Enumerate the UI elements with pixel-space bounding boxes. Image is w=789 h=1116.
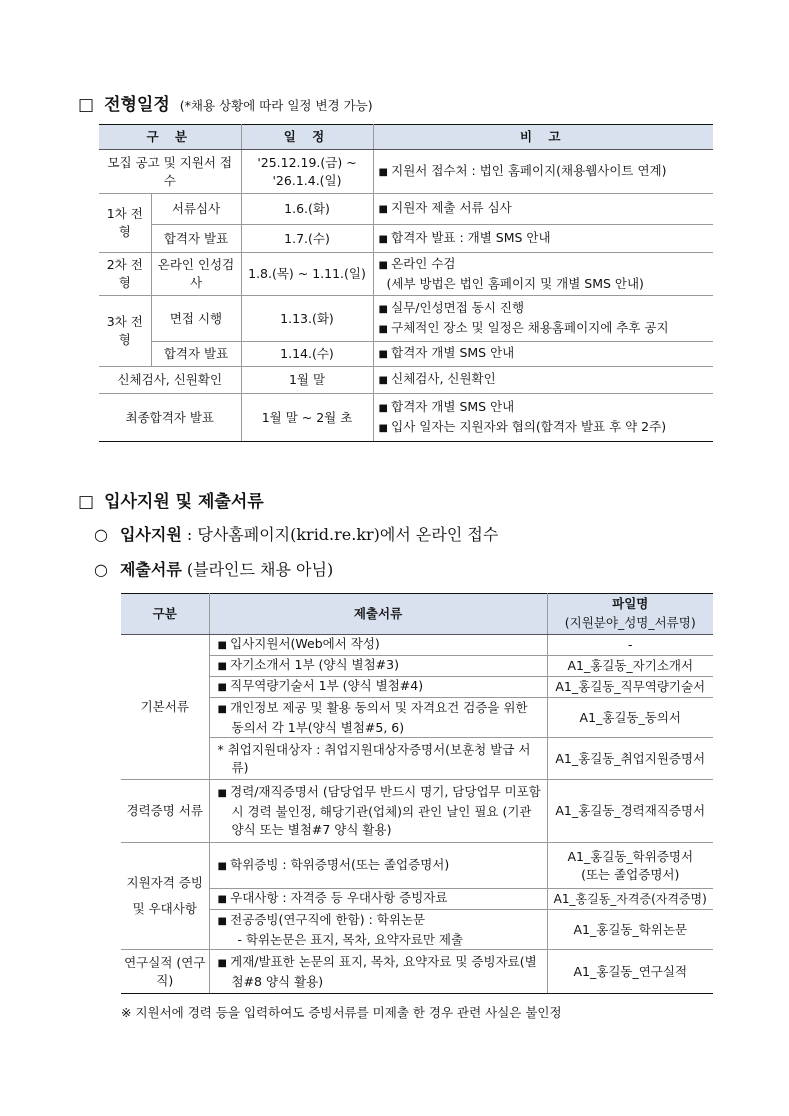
- row-category: 최종합격자 발표: [99, 394, 241, 442]
- apply-text: : 당사홈페이지(krid.re.kr)에서 온라인 접수: [186, 525, 499, 544]
- row-remarks: ■ 합격자 개별 SMS 안내 ■ 입사 일자는 지원자와 협의(합격자 발표 후 약 2주): [373, 394, 713, 442]
- table-row: [99, 194, 713, 225]
- row-step: 서류심사: [151, 194, 241, 225]
- circle-bullet-icon: ○: [94, 560, 108, 579]
- row-stage: 1차 전형: [99, 194, 151, 253]
- table-row: [121, 656, 713, 677]
- table-row: [99, 150, 713, 194]
- document-item: ■ 자기소개서 1부 (양식 별첨#3): [209, 656, 547, 677]
- section-title-application: [78, 487, 264, 512]
- file-name: A1_홍길동_자기소개서: [547, 656, 713, 677]
- table-header-row: [99, 125, 713, 150]
- docs-label: 제출서류: [119, 560, 182, 579]
- file-name: A1_홍길동_학위논문: [547, 910, 713, 950]
- document-item: ■ 직무역량기술서 1부 (양식 별첨#4): [209, 677, 547, 698]
- document-item: ■ 학위증빙 : 학위증명서(또는 졸업증명서): [209, 843, 547, 889]
- document-item: ■ 우대사항 : 자격증 등 우대사항 증빙자료: [209, 889, 547, 910]
- header-schedule: 일 정: [241, 125, 373, 150]
- row-stage: 2차 전형: [99, 253, 151, 296]
- document-item: * 취업지원대상자 : 취업지원대상자증명서(보훈청 발급 서류): [209, 738, 547, 780]
- row-remarks: ■ 지원서 접수처 : 법인 홈페이지(채용웹사이트 연계): [373, 150, 713, 194]
- header-documents: 제출서류: [209, 594, 547, 635]
- table-row: [121, 910, 713, 950]
- document-item: ■ 전공증빙(연구직에 한함) : 학위논문 - 학위논문은 표지, 목차, 요약자료만 제출: [209, 910, 547, 950]
- table-row: [99, 367, 713, 394]
- documents-table: [121, 593, 713, 994]
- header-category: 구분: [121, 594, 209, 635]
- group-name: 연구실적 (연구직): [121, 950, 209, 994]
- table-row: [99, 253, 713, 296]
- table-row: [99, 296, 713, 342]
- document-item: ■ 게재/발표한 논문의 표지, 목차, 요약자료 및 증빙자료(별첨#8 양식 활용): [209, 950, 547, 994]
- row-remarks: ■ 실무/인성면접 동시 진행 ■ 구체적인 장소 및 일정은 채용홈페이지에 추후 공지: [373, 296, 713, 342]
- header-filename: 파일명 (지원분야_성명_서류명): [547, 594, 713, 635]
- file-name: A1_홍길동_직무역량기술서: [547, 677, 713, 698]
- row-schedule: 1.8.(목) ~ 1.11.(일): [241, 253, 373, 296]
- table-header-row: [121, 594, 713, 635]
- group-name: 경력증명 서류: [121, 780, 209, 843]
- row-stage: 3차 전형: [99, 296, 151, 367]
- section-title-text: 입사지원 및 제출서류: [104, 492, 264, 512]
- section-title-schedule: [78, 90, 373, 115]
- row-step: 합격자 발표: [151, 225, 241, 253]
- row-remarks: ■ 합격자 발표 : 개별 SMS 안내: [373, 225, 713, 253]
- file-name: A1_홍길동_자격증(자격증명): [547, 889, 713, 910]
- row-schedule: 1.13.(화): [241, 296, 373, 342]
- row-remarks: ■ 온라인 수검 (세부 방법은 법인 홈페이지 및 개별 SMS 안내): [373, 253, 713, 296]
- row-schedule: 1월 말: [241, 367, 373, 394]
- row-schedule: 1.7.(수): [241, 225, 373, 253]
- schedule-table: [99, 124, 713, 442]
- apply-line: [94, 522, 498, 545]
- section-title-text: 전형일정: [104, 95, 170, 115]
- table-row: [99, 394, 713, 442]
- row-category: 신체검사, 신원확인: [99, 367, 241, 394]
- group-name: 기본서류: [121, 635, 209, 780]
- checkbox-square-icon: □: [78, 95, 95, 115]
- table-row: [99, 342, 713, 367]
- table-row: [121, 843, 713, 889]
- table-row: [121, 950, 713, 994]
- checkbox-square-icon: □: [78, 492, 95, 512]
- row-schedule: '25.12.19.(금) ~ '26.1.4.(일): [241, 150, 373, 194]
- row-remarks: ■ 합격자 개별 SMS 안내: [373, 342, 713, 367]
- footnote: ※ 지원서에 경력 등을 입력하여도 증빙서류를 미제출 한 경우 관련 사실은 불인정: [121, 1005, 562, 1020]
- docs-text: (블라인드 채용 아님): [186, 560, 334, 579]
- row-category: 모집 공고 및 지원서 접수: [99, 150, 241, 194]
- row-schedule: 1.6.(화): [241, 194, 373, 225]
- row-remarks: ■ 지원자 제출 서류 심사: [373, 194, 713, 225]
- group-name: 지원자격 증빙 및 우대사항: [121, 843, 209, 950]
- document-item: ■ 입사지원서(Web에서 작성): [209, 635, 547, 656]
- header-remarks: 비 고: [373, 125, 713, 150]
- table-row: [121, 677, 713, 698]
- file-name: A1_홍길동_취업지원증명서: [547, 738, 713, 780]
- apply-label: 입사지원: [119, 525, 182, 544]
- table-row: [121, 635, 713, 656]
- document-item: ■ 경력/재직증명서 (담당업무 반드시 명기, 담당업무 미포함시 경력 불인정, 해당기관(업체)의 관인 날인 필요 (기관양식 또는 별첨#7 양식 활용): [209, 780, 547, 843]
- table-row: [121, 698, 713, 738]
- circle-bullet-icon: ○: [94, 525, 108, 544]
- file-name: A1_홍길동_학위증명서 (또는 졸업증명서): [547, 843, 713, 889]
- row-schedule: 1월 말 ~ 2월 초: [241, 394, 373, 442]
- file-name: A1_홍길동_경력재직증명서: [547, 780, 713, 843]
- table-row: [99, 225, 713, 253]
- table-row: [121, 889, 713, 910]
- document-item: ■ 개인정보 제공 및 활용 동의서 및 자격요건 검증을 위한 동의서 각 1부(양식 별첨#5, 6): [209, 698, 547, 738]
- header-category: 구 분: [99, 125, 241, 150]
- section-note: (*채용 상황에 따라 일정 변경 가능): [179, 98, 373, 113]
- row-remarks: ■ 신체검사, 신원확인: [373, 367, 713, 394]
- row-schedule: 1.14.(수): [241, 342, 373, 367]
- file-name: A1_홍길동_연구실적: [547, 950, 713, 994]
- row-step: 온라인 인성검사: [151, 253, 241, 296]
- file-name: -: [547, 635, 713, 656]
- docs-line: [94, 557, 333, 580]
- table-row: [121, 780, 713, 843]
- row-step: 합격자 발표: [151, 342, 241, 367]
- file-name: A1_홍길동_동의서: [547, 698, 713, 738]
- row-step: 면접 시행: [151, 296, 241, 342]
- table-row: [121, 738, 713, 780]
